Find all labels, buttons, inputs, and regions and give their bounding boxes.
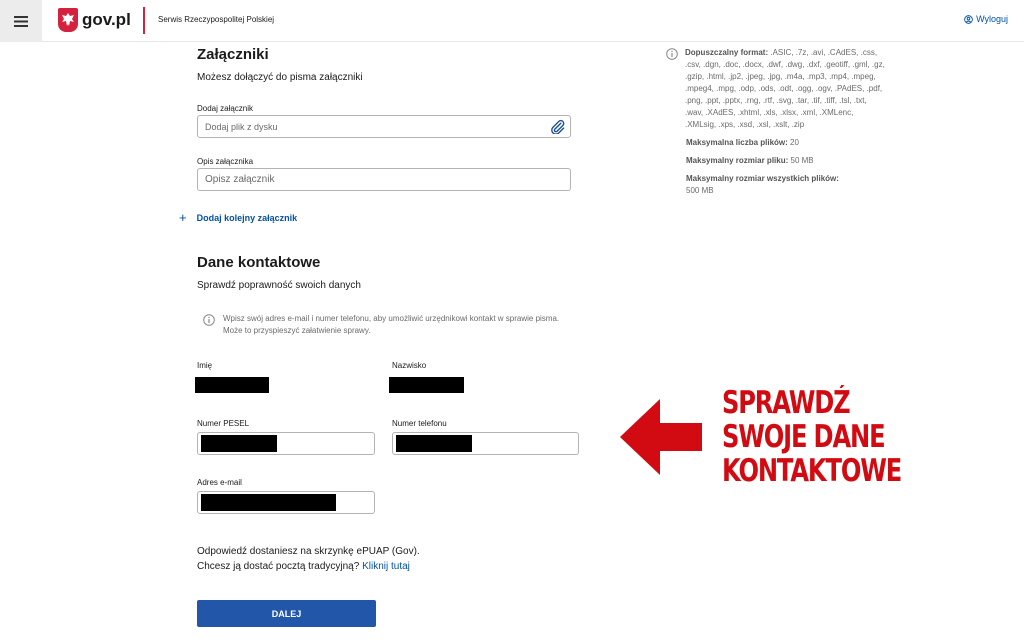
reply-info xyxy=(197,544,420,574)
reply-info-line2 xyxy=(197,559,420,574)
add-file-input[interactable] xyxy=(197,115,571,138)
contact-info-note xyxy=(203,313,578,337)
contact-info-text: Wpisz swój adres e-mail i numer telefonu, aby umożliwić urzędnikowi kontakt w sprawie pisma. Może to przyspieszyć załatwienie sprawy. xyxy=(223,314,560,335)
menu-button[interactable] xyxy=(0,0,42,42)
max-files-row xyxy=(686,137,886,149)
logout-label: Wyloguj xyxy=(976,14,1008,24)
info-icon xyxy=(203,314,215,326)
annotation-line2: SWOJE DANE xyxy=(722,419,885,455)
add-attachment-label: Dodaj załącznik xyxy=(197,104,254,113)
max-files-label: Maksymalna liczba plików: xyxy=(686,138,788,147)
last-name-value-redacted xyxy=(389,377,464,393)
max-total-size-value: 500 MB xyxy=(686,186,714,195)
email-label: Adres e-mail xyxy=(197,478,242,487)
last-name-label: Nazwisko xyxy=(392,361,427,370)
attachments-title: Załączniki xyxy=(197,46,269,63)
formats-row xyxy=(666,47,886,131)
attachments-subtitle: Możesz dołączyć do pisma załączniki xyxy=(197,72,363,83)
max-file-size-label: Maksymalny rozmiar pliku: xyxy=(686,156,789,165)
pesel-label: Numer PESEL xyxy=(197,419,250,428)
max-file-size-row xyxy=(686,155,886,167)
email-input[interactable] xyxy=(197,491,375,514)
logout-link[interactable] xyxy=(964,14,1008,24)
attachment-description-input[interactable] xyxy=(197,168,571,191)
phone-input[interactable] xyxy=(392,432,579,455)
top-header xyxy=(0,0,1024,42)
pesel-input[interactable] xyxy=(197,432,375,455)
traditional-mail-link[interactable]: Kliknij tutaj xyxy=(362,561,410,572)
left-arrow-icon xyxy=(620,397,702,477)
contact-subtitle: Sprawdź poprawność swoich danych xyxy=(197,280,361,291)
header-divider xyxy=(143,7,145,34)
attachment-description-placeholder: Opisz załącznik xyxy=(205,174,275,185)
service-name: Serwis Rzeczypospolitej Polskiej xyxy=(158,15,275,24)
next-button[interactable]: DALEJ xyxy=(197,600,376,627)
check-contact-annotation xyxy=(620,386,952,488)
annotation-line3: KONTAKTOWE xyxy=(722,453,902,489)
max-files-value: 20 xyxy=(790,138,799,147)
email-value-redacted xyxy=(201,494,336,511)
file-requirements-panel xyxy=(666,47,886,197)
first-name-label: Imię xyxy=(197,361,213,370)
add-another-attachment-link[interactable] xyxy=(179,211,297,224)
add-another-attachment-label: Dodaj kolejny załącznik xyxy=(196,212,298,223)
formats-label: Dopuszczalny format: xyxy=(685,48,769,57)
hamburger-icon xyxy=(14,16,28,27)
paperclip-icon[interactable] xyxy=(550,119,565,134)
user-icon xyxy=(964,15,973,24)
phone-value-redacted xyxy=(396,435,472,452)
pesel-value-redacted xyxy=(201,435,277,452)
max-total-size-label: Maksymalny rozmiar wszystkich plików: xyxy=(686,174,839,183)
contact-title: Dane kontaktowe xyxy=(197,254,321,271)
attachment-description-label: Opis załącznika xyxy=(197,157,254,166)
max-total-size-row xyxy=(686,173,886,197)
gov-logo[interactable] xyxy=(58,8,131,32)
logo-text: gov.pl xyxy=(82,10,131,29)
first-name-value-redacted xyxy=(195,377,269,393)
annotation-text xyxy=(722,386,901,488)
add-file-placeholder: Dodaj plik z dysku xyxy=(205,121,278,132)
max-file-size-value: 50 MB xyxy=(790,156,814,165)
plus-icon: + xyxy=(179,210,187,225)
reply-info-question: Chcesz ją dostać pocztą tradycyjną? xyxy=(197,561,360,572)
annotation-line1: SPRAWDŹ xyxy=(722,385,850,421)
phone-label: Numer telefonu xyxy=(392,419,447,428)
info-icon xyxy=(666,48,678,60)
reply-info-line1: Odpowiedź dostaniesz na skrzynkę ePUAP (Gov). xyxy=(197,546,420,557)
eagle-emblem-icon xyxy=(58,8,78,32)
formats-list: .ASIC, .7z, .avi, .CAdES, .css, .csv, .dgn, .doc, .docx, .dwf, .dwg, .dxf, .geotiff, .gml, .gz, .gzip, .html, .jp2, .jpeg, .jpg, .m4a, .mp3, .mp4, .mpeg, .mpeg4, .mpg, .odp, .ods, .odt, .ogg, .ogv, .PAdES, .pdf, .png, .ppt, .pptx, .rng, .rtf, .svg, .tar, .tif, .tiff, .tsl, .txt, .wav, .XAdES, .xhtml, .xls, .xlsx, .xml, .XMLenc, .XMLsig, .xps, .xsd, .xsl, .xslt, .zip xyxy=(685,48,885,129)
